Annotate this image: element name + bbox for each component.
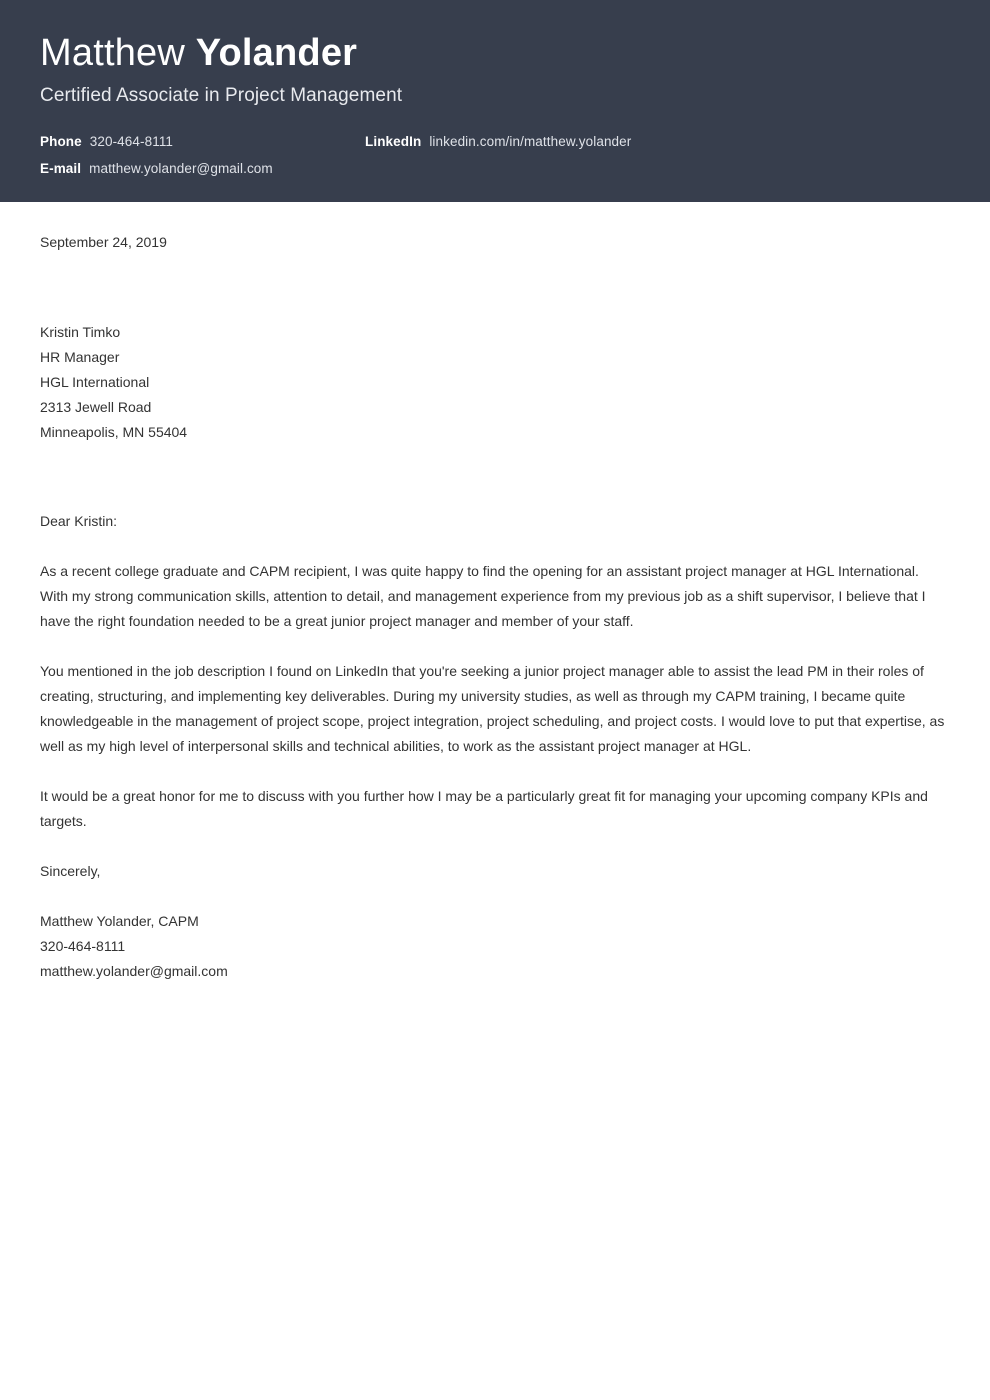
candidate-name [40, 33, 950, 74]
candidate-first-name: Matthew [40, 32, 186, 74]
phone-label: Phone [40, 134, 82, 150]
contact-phone[interactable] [40, 134, 365, 149]
recipient-title: HR Manager [40, 349, 120, 366]
candidate-job-title: Certified Associate in Project Management [40, 85, 403, 107]
candidate-last-name: Yolander [195, 32, 358, 74]
recipient-company: HGL International [40, 374, 150, 391]
signature-name: Matthew Yolander, CAPM [40, 913, 199, 930]
recipient-city-state-zip: Minneapolis, MN 55404 [40, 424, 188, 441]
contact-row-secondary [40, 161, 950, 176]
letter-header [0, 0, 990, 202]
signature-block [40, 909, 950, 1044]
recipient-street: 2313 Jewell Road [40, 399, 152, 416]
letter-date: September 24, 2019 [40, 234, 167, 251]
letter-paragraph-2: You mentioned in the job description I found on LinkedIn that you're seeking a junior project manager able to assist the lead PM in their roles of creating, structuring, and implementing key deliverables. During my university studies, as well as through my CAPM training, I became quite knowledgeable in the management of project scope, project integration, project scheduling, and project costs. I would love to put that expertise, as well as my high level of interpersonal skills and technical abilities, to work as the assistant project manager at HGL. [40, 663, 945, 755]
email-value: matthew.yolander@gmail.com [89, 161, 273, 177]
recipient-name: Kristin Timko [40, 324, 121, 341]
letter-paragraph-3: It would be a great honor for me to discuss with you further how I may be a particularly great fit for managing your upcoming company KPIs and targets. [40, 788, 928, 830]
letter-salutation: Dear Kristin: [40, 513, 118, 530]
linkedin-label: LinkedIn [365, 134, 422, 150]
email-label: E-mail [40, 161, 82, 177]
contact-row-primary [40, 134, 950, 149]
phone-value: 320-464-8111 [89, 134, 174, 150]
letter-paragraph-1: As a recent college graduate and CAPM recipient, I was quite happy to find the opening for an assistant project manager at HGL International. With my strong communication skills, attention to detail, and management experience from my previous job as a shift supervisor, I believe that I have the right foundation needed to be a great junior project manager and member of your staff. [40, 563, 926, 630]
signature-email: matthew.yolander@gmail.com [40, 963, 228, 980]
linkedin-value: linkedin.com/in/matthew.yolander [429, 134, 632, 150]
recipient-address-block [40, 320, 950, 445]
signature-phone: 320-464-8111 [40, 938, 126, 955]
letter-body [0, 202, 990, 1044]
contact-email[interactable] [40, 161, 365, 176]
letter-closing: Sincerely, [40, 863, 101, 880]
contact-details [40, 134, 950, 176]
contact-linkedin[interactable] [365, 134, 631, 149]
